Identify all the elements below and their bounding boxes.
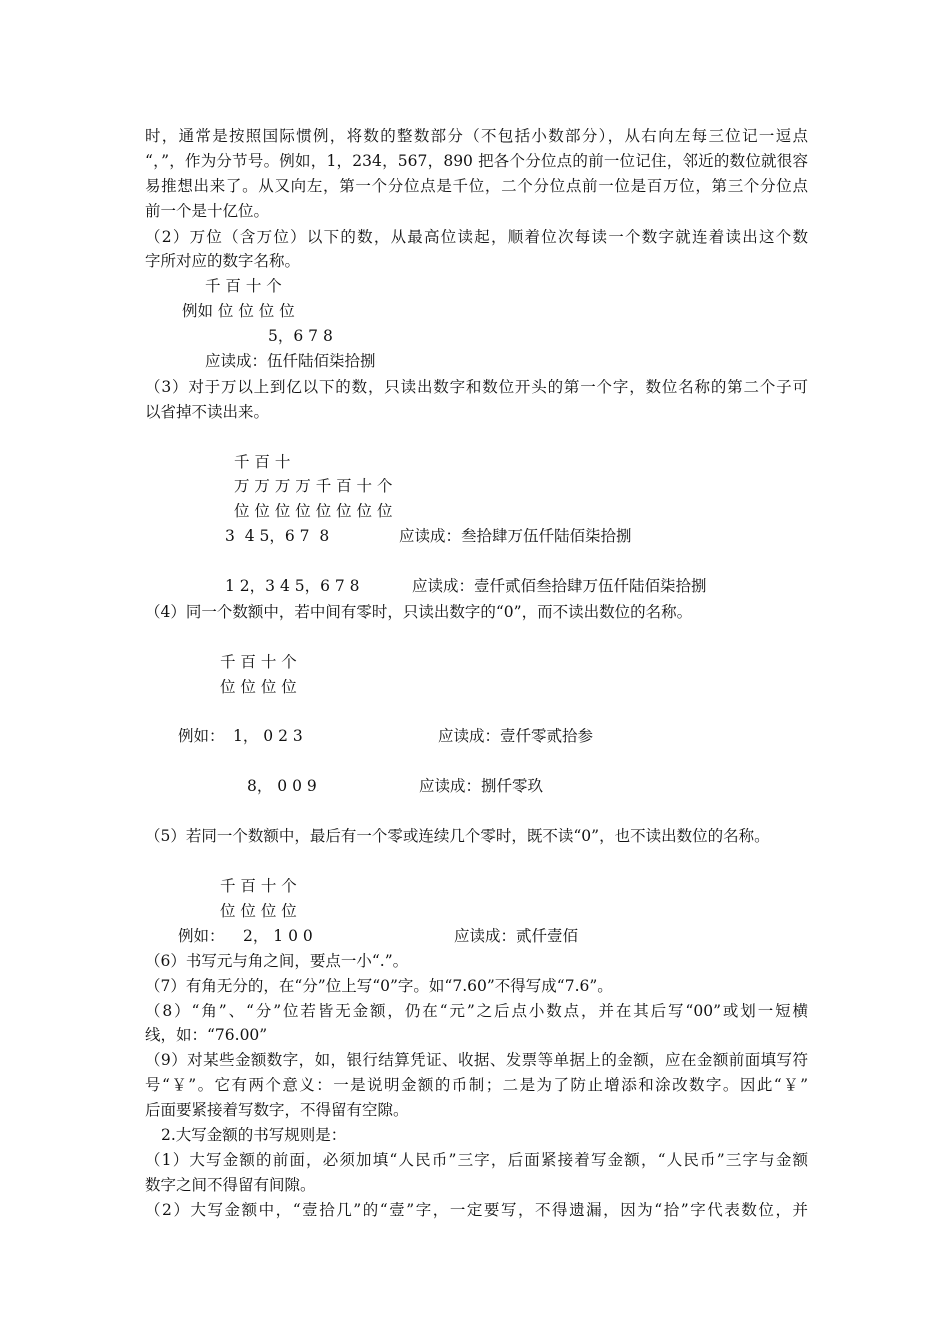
example-prefix: 例如： <box>178 727 225 745</box>
paragraph-line: （8）“角”、“分”位若皆无金额，仍在“元”之后点小数点，并在其后写“00”或划一短横 <box>145 1002 808 1020</box>
paragraph-line: 线，如：“76.00” <box>145 1026 268 1044</box>
place-value-row: 万 万 万 万 千 百 十 个 <box>234 477 393 495</box>
section-heading: 2.大写金额的书写规则是： <box>161 1126 347 1144</box>
example-reading: 应读成：壹仟贰佰叁拾肆万伍仟陆佰柒拾捌 <box>412 577 707 595</box>
paragraph-line: （1）大写金额的前面，必须加填“人民币”三字，后面紧接着写金额，“人民币”三字与金额 <box>145 1151 808 1169</box>
paragraph-line: 号“￥”。它有两个意义：一是说明金额的币制；二是为了防止增添和涂改数字。因此“￥” <box>145 1076 808 1094</box>
example-prefix: 例如： <box>178 927 225 945</box>
paragraph-line: 数字之间不得留有间隙。 <box>145 1176 316 1194</box>
paragraph-line: 以省掉不读出来。 <box>145 403 270 421</box>
paragraph-line: （3）对于万以上到亿以下的数，只读出数字和数位开头的第一个字，数位名称的第二个子可 <box>145 378 808 396</box>
paragraph-line: （4）同一个数额中，若中间有零时，只读出数字的“0”，而不读出数位的名称。 <box>145 603 693 621</box>
example-digits: 3 4 5，6 7 8 <box>225 527 330 545</box>
example-reading: 应读成：捌仟零玖 <box>419 777 544 795</box>
paragraph-line: 字所对应的数字名称。 <box>145 252 301 270</box>
paragraph-line: 时，通常是按照国际惯例，将数的整数部分（不包括小数部分），从右向左每三位记一逗点 <box>145 127 808 145</box>
paragraph-line: 后面要紧接着写数字，不得留有空隙。 <box>145 1101 409 1119</box>
place-value-row: 千 百 十 个 <box>205 277 282 295</box>
paragraph-line: （5）若同一个数额中，最后有一个零或连续几个零时，既不读“0”，也不读出数位的名称。 <box>145 827 770 845</box>
example-digits: 1 2，3 4 5，6 7 8 <box>225 577 360 595</box>
paragraph-line: 易推想出来了。从又向左，第一个分位点是千位，二个分位点前一位是百万位，第三个分位点 <box>145 177 808 195</box>
place-value-row: 千 百 十 <box>234 453 291 471</box>
place-value-row: 例如 位 位 位 位 <box>182 302 295 320</box>
paragraph-line: （7）有角无分的，在“分”位上写“0”字。如“7.60”不得写成“7.6”。 <box>145 977 613 995</box>
place-value-row: 千 百 十 个 <box>220 877 297 895</box>
paragraph-line: （2）大写金额中，“壹拾几”的“壹”字，一定要写，不得遗漏，因为“拾”字代表数位，并 <box>145 1201 808 1219</box>
paragraph-line: “，”，作为分节号。例如，1，234，567，890 把各个分位点的前一位记住，邻近的数位就很容 <box>145 152 808 170</box>
place-value-row: 位 位 位 位 位 位 位 位 <box>234 502 393 520</box>
example-digits: 1， 0 2 3 <box>233 727 303 745</box>
paragraph-line: （6）书写元与角之间，要点一小“.”。 <box>145 952 409 970</box>
place-value-row: 位 位 位 位 <box>220 902 297 920</box>
paragraph-line: （9）对某些金额数字，如，银行结算凭证、收据、发票等单据上的金额，应在金额前面填写符 <box>145 1051 808 1069</box>
example-reading: 应读成：叁拾肆万伍仟陆佰柒拾捌 <box>399 527 632 545</box>
example-reading: 应读成：壹仟零贰拾参 <box>438 727 594 745</box>
place-value-row: 千 百 十 个 <box>220 653 297 671</box>
example-digits: 2， 1 0 0 <box>243 927 313 945</box>
example-digits: 8， 0 0 9 <box>247 777 317 795</box>
example-reading: 应读成：贰仟壹佰 <box>454 927 579 945</box>
paragraph-line: 前一个是十亿位。 <box>145 202 270 220</box>
example-reading: 应读成：伍仟陆佰柒拾捌 <box>205 352 376 370</box>
place-value-row: 位 位 位 位 <box>220 678 297 696</box>
paragraph-line: （2）万位（含万位）以下的数，从最高位读起，顺着位次每读一个数字就连着读出这个数 <box>145 228 808 246</box>
example-digits: 5，6 7 8 <box>268 327 333 345</box>
